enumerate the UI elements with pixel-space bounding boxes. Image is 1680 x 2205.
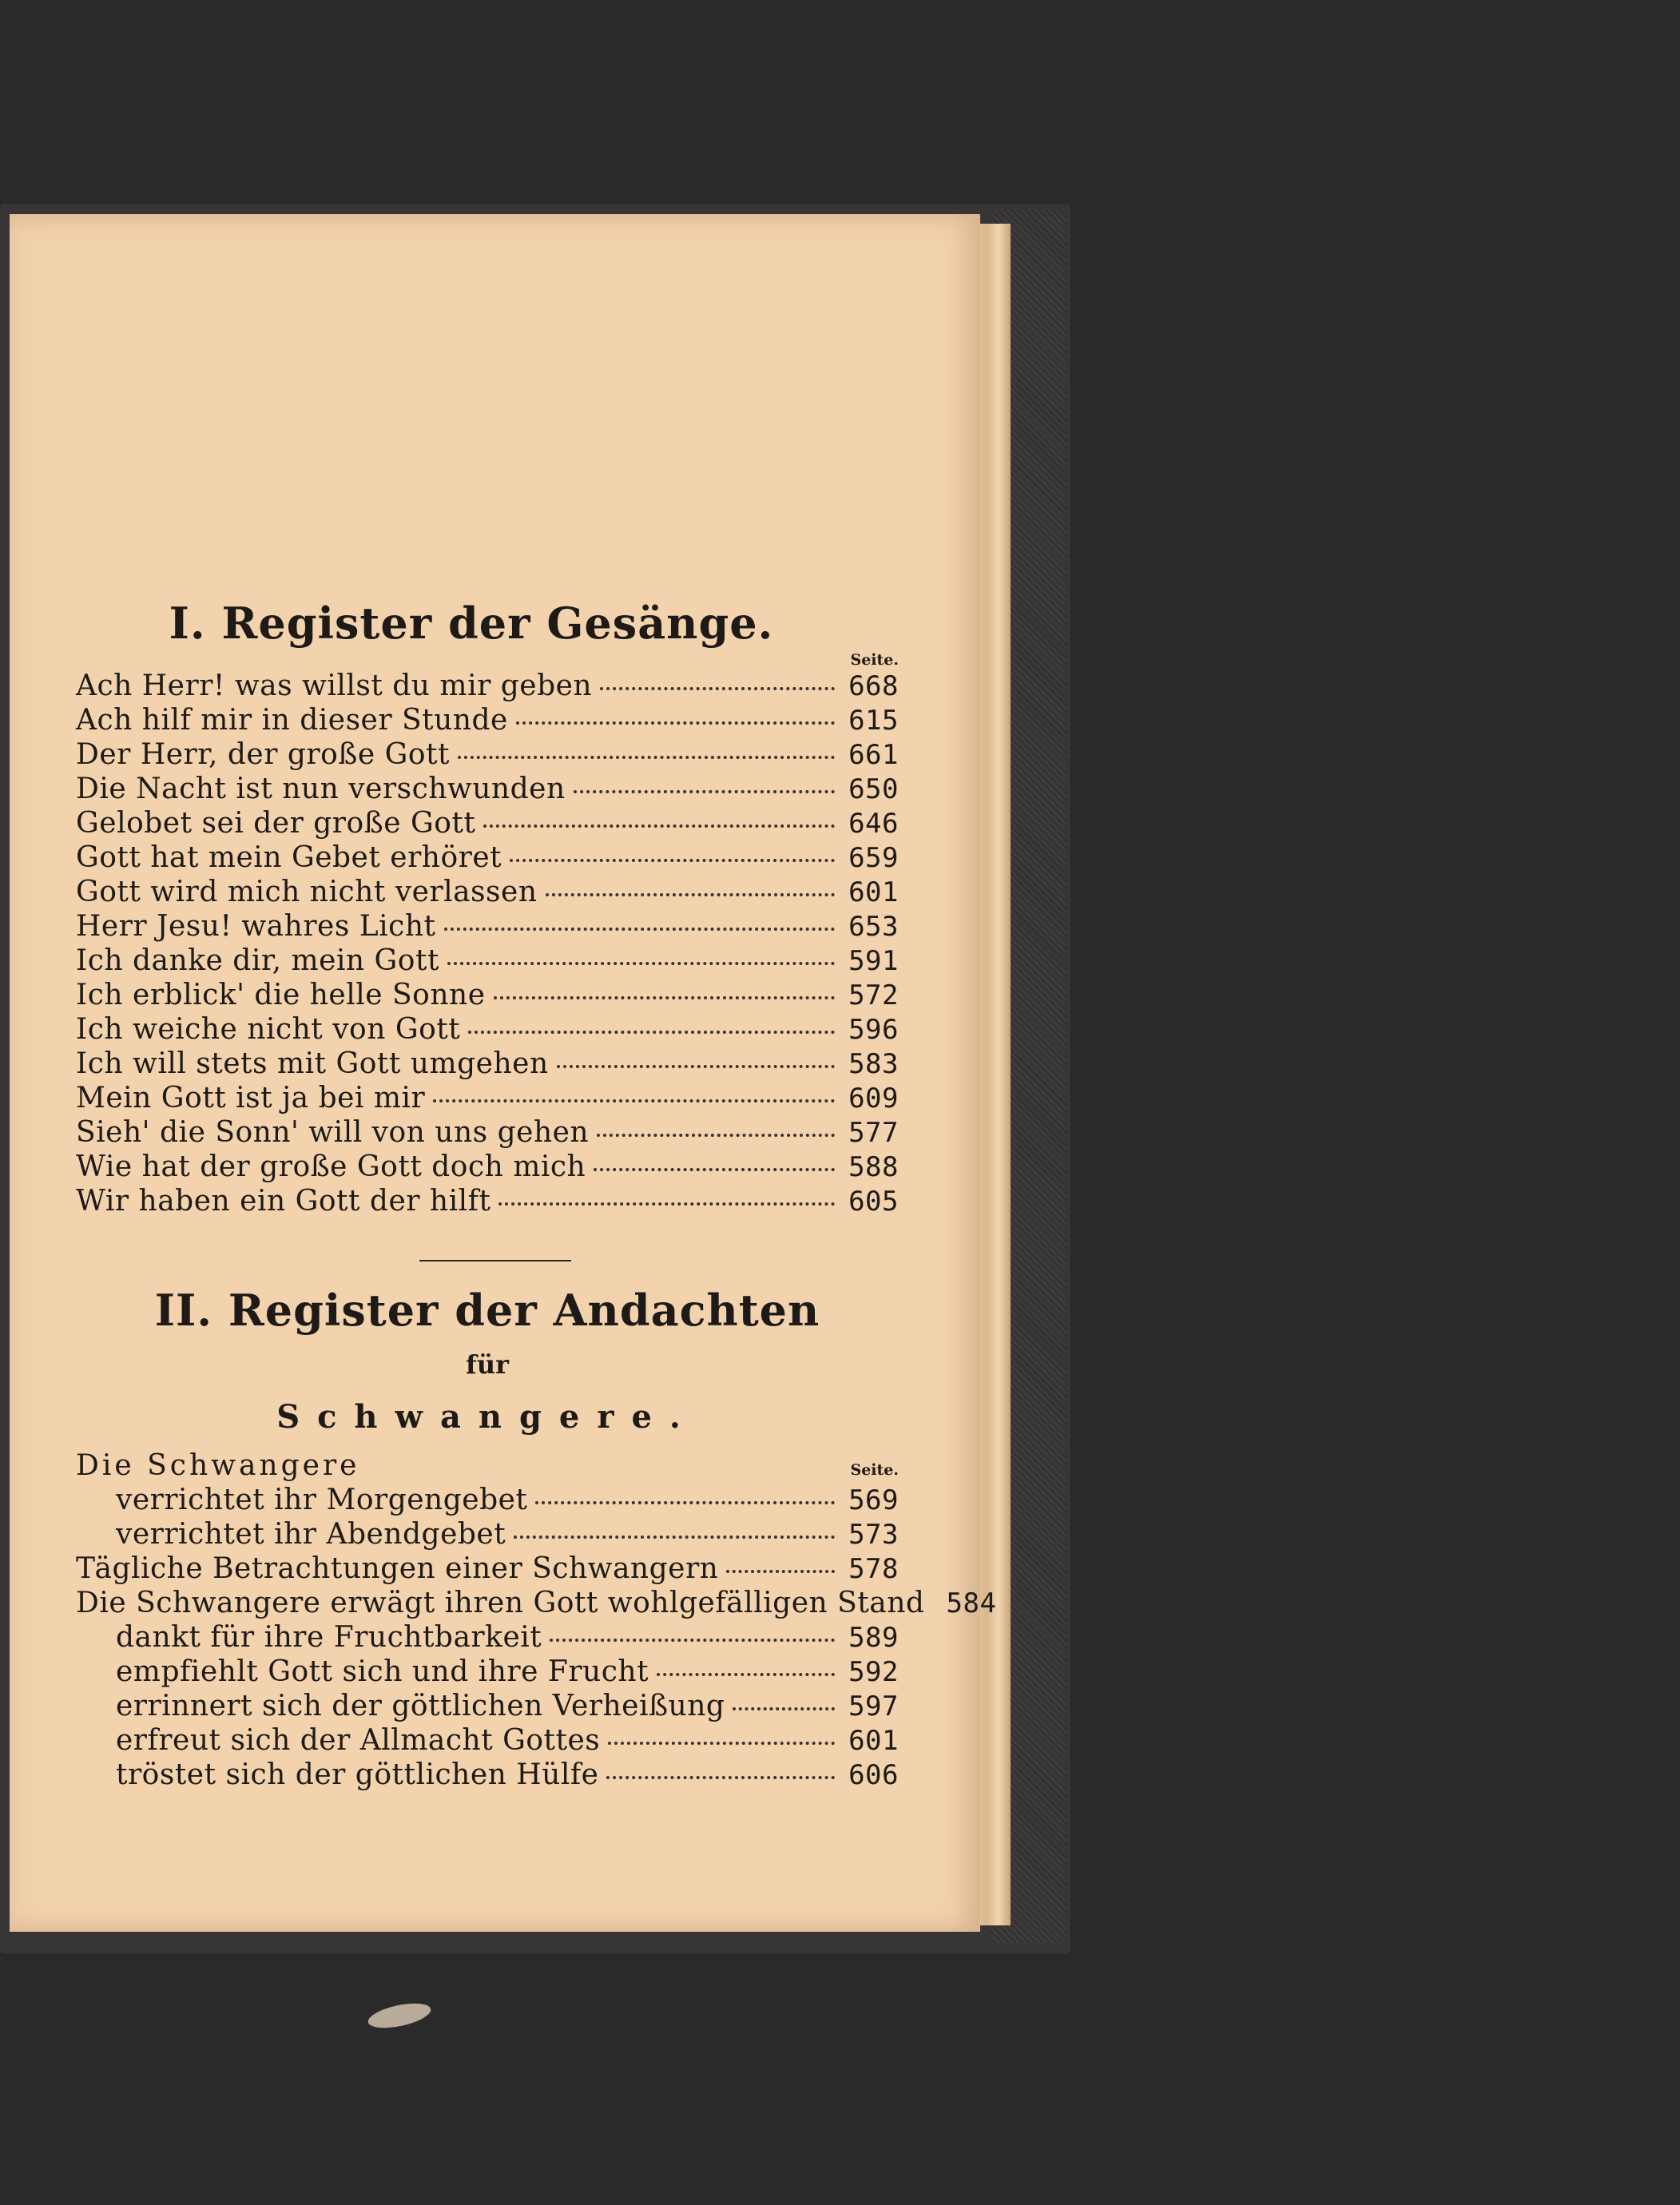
register-entry <box>76 1012 899 1047</box>
entry-page-number: 668 <box>848 670 899 702</box>
leader-dots <box>546 893 836 896</box>
entry-page-number: 661 <box>848 739 899 771</box>
entry-page-number: 583 <box>848 1048 899 1080</box>
register-entry <box>76 1047 899 1081</box>
register-entry <box>76 1655 899 1689</box>
entry-title: Die Schwangere erwägt ihren Gott wohlgefälligen Stand <box>76 1587 925 1619</box>
register-entry <box>76 909 899 944</box>
leader-dots <box>726 1570 835 1573</box>
leader-dots <box>516 721 835 725</box>
entry-title: Die Nacht ist nun verschwunden <box>76 773 566 805</box>
leader-dots <box>510 859 835 862</box>
leader-dots <box>458 756 835 759</box>
leader-dots <box>733 1707 835 1710</box>
entry-page-number: 573 <box>848 1519 899 1551</box>
entry-page-number: 592 <box>848 1656 899 1688</box>
entry-title: Sieh' die Sonn' will von uns gehen <box>76 1116 590 1149</box>
register-entry <box>76 1184 899 1218</box>
leader-dots <box>535 1501 835 1504</box>
entry-title: Ach hilf mir in dieser Stunde <box>76 704 508 737</box>
register-entry <box>76 1689 899 1723</box>
register-entry <box>76 840 899 875</box>
register-entry <box>76 944 899 978</box>
section1-title: I. Register der Gesänge. <box>169 598 774 649</box>
register-entry <box>76 703 899 737</box>
register-entry <box>76 1620 899 1655</box>
entry-page-number: 584 <box>946 1587 997 1619</box>
section2-list <box>76 1483 997 1792</box>
leader-dots <box>597 1134 835 1137</box>
entry-title: Gott hat mein Gebet erhöret <box>76 841 502 874</box>
leader-dots <box>514 1536 835 1539</box>
register-entry <box>76 875 899 909</box>
leader-dots <box>444 928 836 931</box>
entry-page-number: 589 <box>848 1622 899 1654</box>
register-entry <box>76 1551 899 1586</box>
section-divider <box>419 1260 571 1261</box>
leader-dots <box>606 1776 835 1779</box>
register-entry <box>76 772 899 806</box>
entry-page-number: 577 <box>848 1117 899 1149</box>
entry-title: verrichtet ihr Abendgebet <box>116 1518 506 1551</box>
leader-dots <box>468 1031 835 1034</box>
register-entry <box>76 737 899 772</box>
entry-page-number: 596 <box>848 1014 899 1046</box>
entry-title: Ach Herr! was willst du mir geben <box>76 669 593 702</box>
entry-title: errinnert sich der göttlichen Verheißung <box>116 1690 725 1722</box>
section2-fuer: für <box>466 1349 509 1380</box>
entry-page-number: 646 <box>848 808 899 840</box>
entry-page-number: 578 <box>848 1553 899 1585</box>
register-entry <box>76 806 899 840</box>
leader-dots <box>498 1202 835 1206</box>
section2-head-text: Die Schwangere <box>76 1449 360 1482</box>
entry-title: Gelobet sei der große Gott <box>76 807 476 840</box>
leader-dots <box>657 1673 835 1676</box>
entry-title: tröstet sich der göttlichen Hülfe <box>116 1758 599 1791</box>
leader-dots <box>550 1639 835 1642</box>
section1-list <box>76 669 899 1218</box>
entry-page-number: 601 <box>848 1725 899 1757</box>
entry-title: Herr Jesu! wahres Licht <box>76 910 436 943</box>
entry-title: empfiehlt Gott sich und ihre Frucht <box>116 1655 649 1688</box>
section2-title: II. Register der Andachten <box>154 1285 820 1336</box>
entry-title: Wir haben ein Gott der hilft <box>76 1185 491 1218</box>
entry-title: Der Herr, der große Gott <box>76 738 450 771</box>
leader-dots <box>483 824 835 828</box>
entry-title: Wie hat der große Gott doch mich <box>76 1150 586 1183</box>
entry-page-number: 609 <box>848 1083 899 1114</box>
entry-title: Mein Gott ist ja bei mir <box>76 1082 426 1114</box>
section2-subtitle: Schwangere. <box>276 1398 698 1436</box>
entry-page-number: 591 <box>848 945 899 977</box>
leader-dots <box>447 962 835 965</box>
register-entry <box>76 1483 899 1517</box>
entry-title: Tägliche Betrachtungen einer Schwangern <box>76 1552 719 1585</box>
register-entry <box>76 1517 899 1551</box>
page-content <box>76 595 997 1792</box>
entry-page-number: 605 <box>848 1186 899 1218</box>
register-entry <box>76 669 899 703</box>
entry-page-number: 606 <box>848 1759 899 1791</box>
entry-page-number: 615 <box>848 705 899 737</box>
entry-page-number: 650 <box>848 773 899 805</box>
leader-dots <box>574 790 835 793</box>
section1-seite-label: Seite. <box>850 651 899 669</box>
leader-dots <box>433 1099 835 1102</box>
leader-dots <box>600 687 835 690</box>
leader-dots <box>594 1168 835 1171</box>
register-entry <box>76 1758 899 1792</box>
entry-title: erfreut sich der Allmacht Gottes <box>116 1724 601 1757</box>
entry-title: Ich weiche nicht von Gott <box>76 1013 461 1046</box>
entry-page-number: 569 <box>848 1484 899 1516</box>
leader-dots <box>557 1065 835 1068</box>
entry-title: Ich erblick' die helle Sonne <box>76 979 486 1011</box>
register-entry <box>76 1115 899 1150</box>
leader-dots <box>608 1742 835 1745</box>
entry-title: Ich danke dir, mein Gott <box>76 944 439 977</box>
register-entry <box>76 978 899 1012</box>
entry-page-number: 659 <box>848 842 899 874</box>
entry-page-number: 601 <box>848 876 899 908</box>
section2-seite-label: Seite. <box>850 1461 899 1479</box>
register-entry <box>76 1586 997 1620</box>
entry-page-number: 597 <box>848 1690 899 1722</box>
entry-title: dankt für ihre Fruchtbarkeit <box>116 1621 542 1654</box>
register-entry <box>76 1150 899 1184</box>
register-entry <box>76 1723 899 1758</box>
entry-page-number: 653 <box>848 911 899 943</box>
section2-head-row <box>76 1448 899 1483</box>
entry-title: verrichtet ihr Morgengebet <box>116 1484 528 1516</box>
leader-dots <box>494 996 836 999</box>
register-entry <box>76 1081 899 1115</box>
entry-title: Gott wird mich nicht verlassen <box>76 876 538 908</box>
entry-page-number: 572 <box>848 979 899 1011</box>
entry-page-number: 588 <box>848 1151 899 1183</box>
debris-speck <box>366 1999 433 2032</box>
entry-title: Ich will stets mit Gott umgehen <box>76 1047 549 1080</box>
